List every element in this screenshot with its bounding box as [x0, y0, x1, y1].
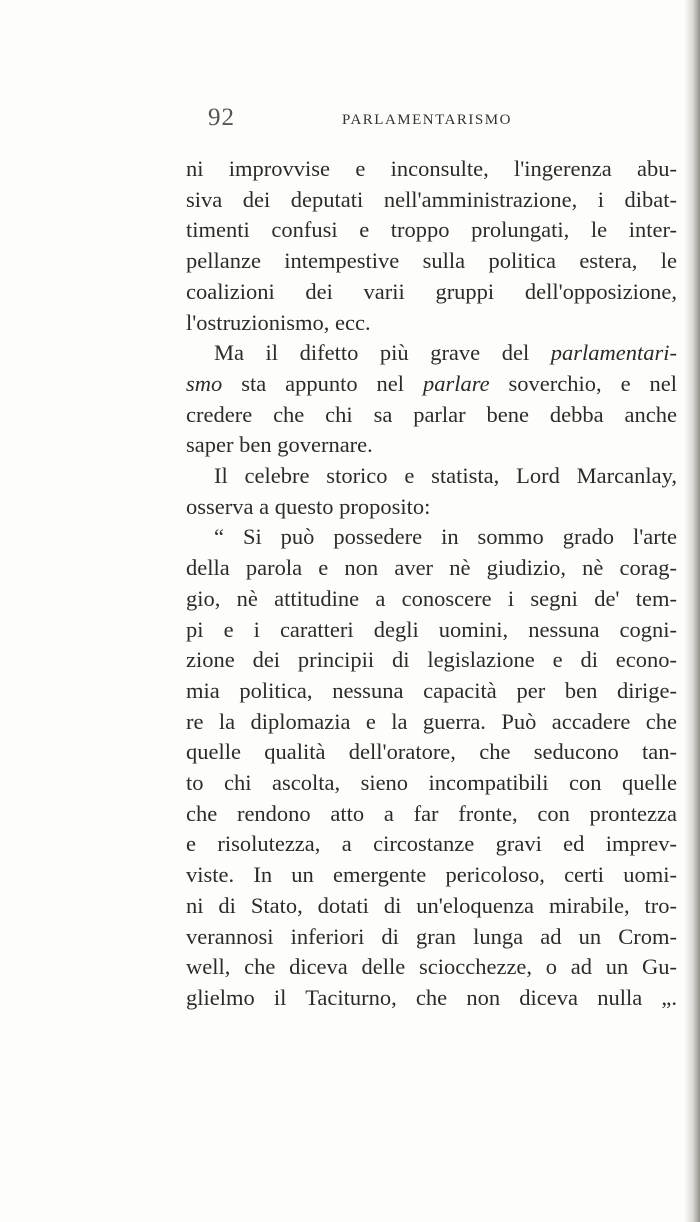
text-line: verannosi inferiori di gran lunga ad un Crom-	[186, 923, 677, 949]
running-title: PARLAMENTARISMO	[342, 112, 512, 128]
text-line: e risolutezza, a circostanze gravi ed imprev-	[186, 831, 677, 857]
text-line: siva dei deputati nell'amministrazione, i dibat-	[186, 186, 677, 212]
page-edge-shadow	[684, 0, 700, 1222]
text-line: well, che diceva delle sciocchezze, o ad un Gu-	[186, 954, 677, 980]
italic-term: parlare	[422, 370, 490, 396]
text-run: sta appunto nel	[222, 370, 423, 396]
italic-term: parlamentari-	[550, 340, 677, 366]
text-line: coalizioni dei varii gruppi dell'opposizione,	[186, 278, 677, 304]
text-line: pi e i caratteri degli uomini, nessuna cogni-	[186, 616, 677, 642]
text-run: Ma il difetto più grave del	[214, 340, 551, 366]
text-line: timenti confusi e troppo prolungati, le inter-	[186, 217, 677, 243]
paragraph-2	[186, 338, 677, 461]
text-line: quelle qualità dell'oratore, che seducono tan-	[186, 739, 677, 765]
body-text	[186, 154, 677, 1014]
text-line: ni improvvise e inconsulte, l'ingerenza abu-	[186, 156, 677, 181]
paragraph-4-quotation	[186, 522, 677, 1013]
text-line: “ Si può possedere in sommo grado l'arte	[214, 524, 677, 550]
paragraph-3	[186, 461, 677, 522]
text-line	[186, 338, 677, 369]
page-number: 92	[208, 104, 235, 131]
text-line	[186, 369, 677, 400]
text-line: pellanze intempestive sulla politica estera, le	[186, 248, 677, 274]
paragraph-1	[186, 154, 677, 338]
text-line: l'ostruzionismo, ecc.	[186, 309, 371, 335]
italic-term: smo	[186, 370, 223, 396]
text-line: Il celebre storico e statista, Lord Marcanlay,	[214, 463, 677, 489]
text-line: re la diplomazia e la guerra. Può accadere che	[186, 708, 677, 734]
text-line: saper ben governare.	[186, 432, 373, 458]
text-line: glielmo il Taciturno, che non diceva nulla „.	[186, 984, 677, 1010]
text-run: soverchio, e nel	[489, 370, 677, 396]
text-line: che rendono atto a far fronte, con prontezza	[186, 800, 677, 826]
text-line: zione dei principii di legislazione e di econo-	[186, 647, 677, 673]
text-line: mia politica, nessuna capacità per ben dirige-	[186, 677, 677, 703]
text-line: gio, nè attitudine a conoscere i segni de' tem-	[186, 585, 677, 611]
text-line: to chi ascolta, sieno incompatibili con quelle	[186, 770, 677, 796]
text-line: ni di Stato, dotati di un'eloquenza mirabile, tro-	[186, 892, 677, 918]
text-line: osserva a questo proposito:	[186, 493, 431, 519]
text-line: viste. In un emergente pericoloso, certi uomi-	[186, 862, 677, 888]
text-line: della parola e non aver nè giudizio, nè corag-	[186, 555, 677, 581]
page-header	[208, 104, 528, 140]
text-line: credere che chi sa parlar bene debba anche	[186, 401, 677, 427]
